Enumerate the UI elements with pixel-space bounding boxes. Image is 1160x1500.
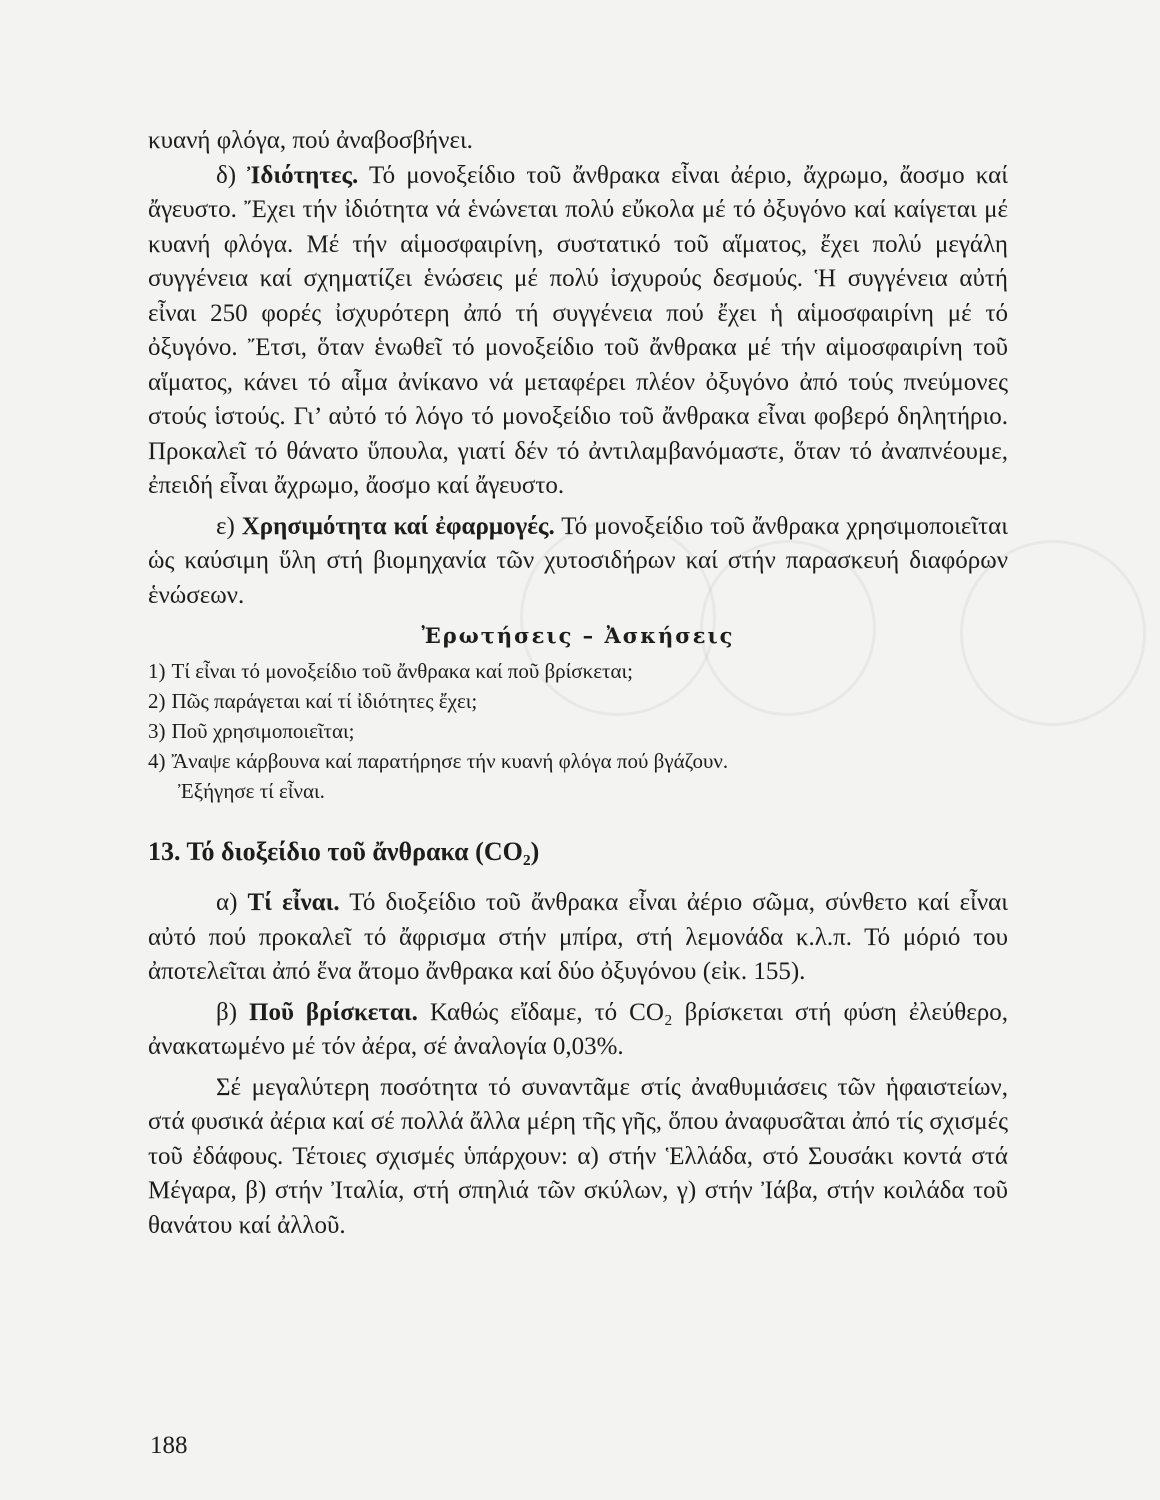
question-item: [148, 686, 1008, 716]
what-is-heading: Τί εἶναι.: [247, 889, 340, 916]
uses-heading: Χρησιμότητα καί ἐφαρμογές.: [241, 512, 555, 540]
what-is-text: Τό διοξείδιο τοῦ ἄνθρακα εἶναι ἀέριο σῶμα, σύνθετο καί εἶναι αὐτό πού προκαλεῖ τό ἄφρισμα στήν μπίρα, στή λεμονάδα κ.λ.π. Τό μόριό του ἀποτελεῖται ἀπό ἕνα ἄτομο ἄνθρακα καί δύο ὀξυγόνου (εἰκ. 155).: [148, 889, 1009, 985]
questions-list: [148, 656, 1008, 806]
question-number: 1): [148, 659, 166, 683]
question-text: Πῶς παράγεται καί τί ἰδιότητες ἔχει;: [171, 689, 478, 713]
properties-paragraph: [148, 159, 1008, 504]
volcanic-sources-paragraph: Σέ μεγαλύτερη ποσότητα τό συναντᾶμε στίς ἀναθυμιάσεις τῶν ἡφαιστείων, στά φυσικά ἀέρια καί σέ πολλά ἄλλα μέρη τῆς γῆς, ὅπου ἀναφυσᾶται ἀπό τίς σχισμές τοῦ ἐδάφους. Τέτοιες σχισμές ὑπάρχουν: α) στήν Ἑλλάδα, στό Σουσάκι κοντά στά Μέγαρα, β) στήν Ἰταλία, στή σπηλιά τῶν σκύλων, γ) στήν Ἰάβα, στήν κοιλάδα τοῦ θανάτου καί ἀλλοῦ.: [148, 1073, 1008, 1239]
question-number: 4): [148, 749, 166, 773]
question-item: [148, 716, 1008, 746]
question-text: Ἄναψε κάρβουνα καί παρατήρησε τήν κυανή φλόγα πού βγάζουν.: [171, 749, 729, 773]
where-found-label: β): [216, 998, 238, 1026]
uses-text: Τό μονοξείδιο τοῦ ἄνθρακα χρησιμοποιεῖται ὡς καύσιμη ὕλη στή βιομηχανία τῶν χυτοσιδήρων καί στήν παρασκευή διαφόρων ἑνώσεων.: [148, 512, 1008, 609]
page-number: 188: [150, 1432, 188, 1459]
where-found-heading: Ποῦ βρίσκεται.: [249, 998, 418, 1026]
what-is-paragraph: [148, 886, 1008, 990]
section-title: 13. Τό διοξείδιο τοῦ ἄνθρακα (CO₂): [148, 837, 540, 866]
question-text: Ποῦ χρησιμοποιεῖται;: [171, 719, 355, 743]
uses-label: ε): [216, 512, 235, 540]
question-text: Τί εἶναι τό μονοξείδιο τοῦ ἄνθρακα καί ποῦ βρίσκεται;: [171, 659, 633, 683]
question-number: 2): [148, 689, 166, 713]
intro-line: κυανή φλόγα, πού ἀναβοσβήνει.: [148, 127, 473, 154]
question-continuation: Ἐξήγησε τί εἶναι.: [178, 779, 325, 803]
questions-title: Ἐρωτήσεις – Ἀσκήσεις: [421, 623, 735, 648]
properties-text: Τό μονοξείδιο τοῦ ἄνθρακα εἶναι ἀέριο, ἄχρωμο, ἄοσμο καί ἄγευστο. Ἔχει τήν ἰδιότητα νά ἑνώνεται πολύ εὔκολα μέ τό ὀξυγόνο καί καίγεται μέ κυανή φλόγα. Μέ τήν αἱμοσφαιρίνη, συστατικό τοῦ αἵματος, ἔχει πολύ μεγάλη συγγένεια καί σχηματίζει ἑνώσεις μέ πολύ ἰσχυρούς δεσμούς. Ἡ συγγένεια αὐτή εἶναι 250 φορές ἰσχυρότερη ἀπό τή συγγένεια πού ἔχει ἡ αἱμοσφαιρίνη μέ τό ὀξυγόνο. Ἔτσι, ὅταν ἑνωθεῖ τό μονοξείδιο τοῦ ἄνθρακα μέ τήν αἱμοσφαιρίνη τοῦ αἵματος, κάνει τό αἷμα ἀνίκανο νά μεταφέρει πλέον ὀξυγόνο ἀπό τούς πνεύμονες στούς ἱστούς. Γι’ αὐτό τό λόγο τό μονοξείδιο τοῦ ἄνθρακα εἶναι φοβερό δηλητήριο. Προκαλεῖ τό θάνατο ὕπουλα, γιατί δέν τό ἀντιλαμβανόμαστε, ὅταν τό ἀναπνέουμε, ἐπειδή εἶναι ἄχρωμο, ἄοσμο καί ἄγευστο.: [148, 161, 1009, 499]
what-is-label: α): [216, 889, 238, 916]
question-item: [148, 656, 1008, 686]
question-item: [148, 746, 1008, 776]
question-number: 3): [148, 719, 166, 743]
where-found-text: Καθώς εἴδαμε, τό CO₂ βρίσκεται στή φύση ἐλεύθερο, ἀνακατωμένο μέ τόν ἀέρα, σέ ἀναλογία 0,03%.: [148, 998, 1009, 1060]
uses-paragraph: [148, 510, 1008, 614]
properties-label: δ): [216, 161, 237, 189]
properties-heading: Ἰδιότητες.: [247, 161, 359, 189]
page-body: [148, 124, 1008, 1243]
where-found-paragraph: [148, 996, 1008, 1065]
